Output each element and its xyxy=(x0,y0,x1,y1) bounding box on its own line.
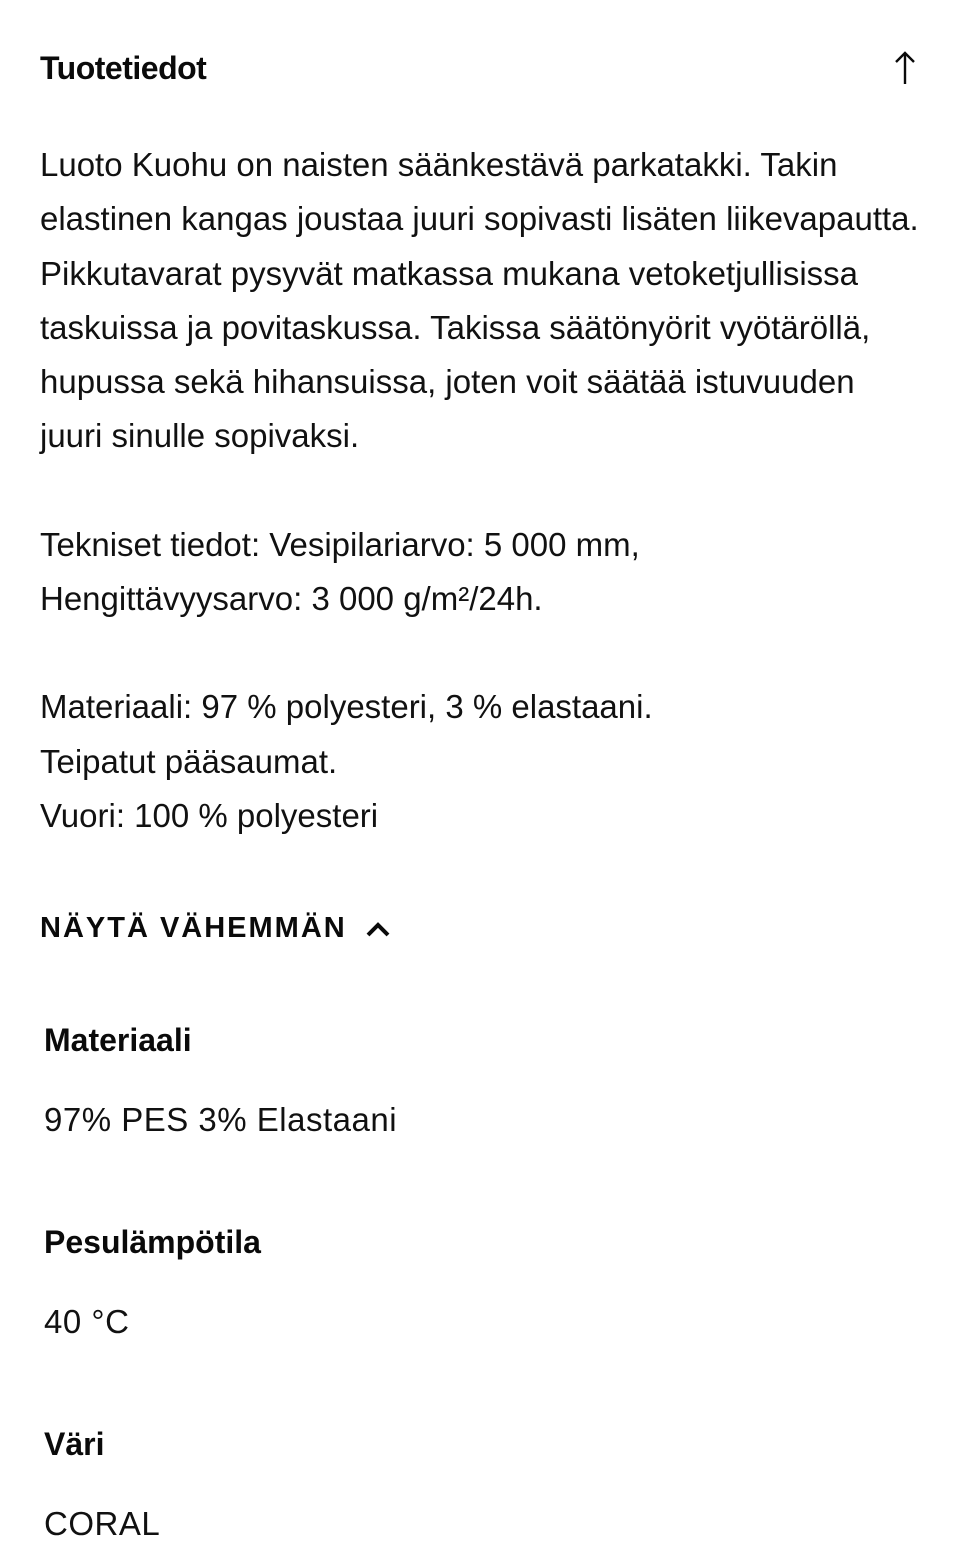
attribute-material xyxy=(44,1020,397,1140)
show-less-button[interactable] xyxy=(40,912,391,945)
paragraph-spacer xyxy=(40,626,920,680)
attribute-label: Väri xyxy=(44,1426,105,1462)
technical-details: Tekniset tiedot: Vesipilariarvo: 5 000 mm, Hengittävyysarvo: 3 000 g/m²/24h. xyxy=(40,525,640,618)
paragraph-spacer xyxy=(40,464,920,518)
attribute-value: 97% PES 3% Elastaani xyxy=(44,1101,398,1138)
collapse-section-button[interactable] xyxy=(890,48,920,88)
attribute-value: CORAL xyxy=(44,1505,161,1542)
product-description xyxy=(40,138,920,843)
lining-details: Vuori: 100 % polyesteri xyxy=(40,796,379,834)
section-title: Tuotetiedot xyxy=(40,49,207,86)
attribute-value: 40 °C xyxy=(44,1303,130,1340)
seam-details: Teipatut pääsaumat. xyxy=(40,742,338,780)
attribute-label: Pesulämpötila xyxy=(44,1224,261,1260)
attribute-color xyxy=(44,1424,160,1544)
chevron-up-icon xyxy=(365,920,391,938)
attribute-wash-temperature xyxy=(44,1222,261,1342)
attribute-label: Materiaali xyxy=(44,1022,192,1058)
show-less-label: NÄYTÄ VÄHEMMÄN xyxy=(40,912,347,944)
material-details: Materiaali: 97 % polyesteri, 3 % elastaani. xyxy=(40,688,653,726)
product-info-header xyxy=(40,40,920,96)
description-paragraph: Luoto Kuohu on naisten säänkestävä parkatakki. Takin elastinen kangas joustaa juuri sopivasti lisäten liikevapautta. Pikkutavarat pysyvät matkassa mukana vetoketjullisissa taskuissa ja povitaskussa. Takissa säätönyörit vyötäröllä, hupussa sekä hihansuissa, joten voit säätää istuvuuden juuri sinulle sopivaksi. xyxy=(40,146,919,455)
arrow-up-icon xyxy=(894,51,916,85)
